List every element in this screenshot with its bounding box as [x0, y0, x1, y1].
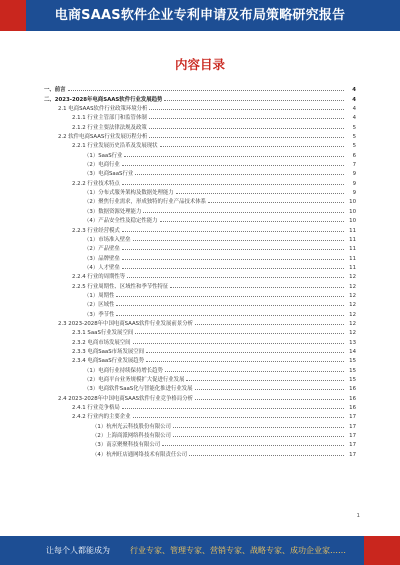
toc-leader-dots	[116, 315, 344, 316]
toc-entry[interactable]	[44, 336, 356, 345]
toc-leader-dots	[122, 408, 344, 409]
toc-entry-text: （1）分布式服务架构及数据处理能力	[84, 190, 174, 197]
toc-entry[interactable]	[44, 271, 356, 280]
toc-entry-text: （4）人才壁垒	[84, 264, 120, 271]
toc-entry-page: 17	[349, 442, 356, 449]
toc-entry-text: 2.2.4 行业的周期性等	[72, 274, 126, 281]
toc-entry-text: （1）电商行业持续保持增长趋势	[84, 367, 163, 374]
toc-entry[interactable]	[44, 420, 356, 429]
toc-leader-dots	[133, 240, 344, 241]
toc-leader-dots	[122, 249, 344, 250]
table-of-contents	[44, 84, 356, 458]
toc-entry-page: 4	[352, 106, 356, 113]
toc-leader-dots	[195, 399, 344, 400]
toc-entry[interactable]	[44, 84, 356, 93]
toc-entry-text: （2）区域性	[84, 302, 115, 309]
toc-leader-dots	[208, 202, 344, 203]
toc-entry-text: 2.3.3 电商SaaS市场发展空间	[72, 348, 145, 355]
toc-entry-page: 16	[349, 405, 356, 412]
toc-entry-text: 一、前言	[44, 87, 66, 94]
toc-leader-dots	[116, 296, 344, 297]
page-number: 1	[356, 513, 360, 519]
toc-leader-dots	[195, 389, 344, 390]
toc-entry-page: 10	[349, 208, 356, 215]
toc-leader-dots	[162, 445, 344, 446]
toc-entry[interactable]	[44, 243, 356, 252]
toc-entry[interactable]	[44, 392, 356, 401]
toc-leader-dots	[146, 361, 344, 362]
toc-leader-dots	[165, 371, 344, 372]
toc-leader-dots	[133, 417, 344, 418]
toc-leader-dots	[122, 165, 344, 166]
toc-entry-page: 17	[349, 433, 356, 440]
toc-entry-text: 2.4.1 行业竞争格局	[72, 405, 120, 412]
toc-entry-text: （3）品牌壁垒	[84, 255, 120, 262]
toc-entry-page: 15	[349, 367, 356, 374]
toc-leader-dots	[122, 259, 344, 260]
toc-entry[interactable]	[44, 402, 356, 411]
toc-entry[interactable]	[44, 327, 356, 336]
toc-entry-page: 9	[352, 171, 356, 178]
toc-entry[interactable]	[44, 196, 356, 205]
toc-entry-text: 2.3 2023-2028年中国电商SAAS软件行业发展前景分析	[58, 320, 193, 327]
toc-entry-page: 15	[349, 377, 356, 383]
toc-entry-text: 2.2 软件电商SAAS行业发展历程分析	[58, 134, 148, 141]
toc-entry-text: 2.2.1 行业发展历史沿革及发展现状	[72, 143, 158, 150]
toc-leader-dots	[149, 118, 344, 119]
toc-entry-page: 4	[352, 96, 356, 103]
toc-entry-page: 12	[349, 311, 356, 318]
toc-entry-page: 12	[349, 302, 356, 309]
toc-entry[interactable]	[44, 168, 356, 177]
toc-leader-dots	[149, 128, 344, 129]
toc-leader-dots	[143, 212, 344, 213]
toc-entry[interactable]	[44, 93, 356, 102]
toc-entry[interactable]	[44, 280, 356, 289]
toc-entry-text: 2.4 2023-2028年中国电商SAAS软件行业竞争格局分析	[58, 395, 193, 402]
toc-leader-dots	[135, 333, 344, 334]
footer-accent	[364, 536, 400, 565]
toc-entry-text: 2.3.1 SaaS行业发展空间	[72, 330, 134, 337]
toc-leader-dots	[116, 305, 344, 306]
toc-entry[interactable]	[44, 140, 356, 149]
toc-entry-page: 6	[352, 152, 356, 159]
toc-leader-dots	[133, 343, 344, 344]
toc-entry-page: 4	[352, 87, 356, 94]
toc-entry[interactable]	[44, 439, 356, 448]
toc-entry-page: 10	[349, 218, 356, 225]
toc-entry-page: 12	[349, 292, 356, 299]
toc-leader-dots	[122, 184, 344, 185]
toc-entry-text: 2.4.2 行业内的主要企业	[72, 414, 131, 421]
toc-entry-text: 二、2023-2028年电商SAAS软件行业发展趋势	[44, 96, 163, 103]
toc-entry-page: 12	[349, 283, 356, 290]
toc-entry-text: 2.1.2 行业主要法律法规及政策	[72, 124, 147, 131]
toc-entry[interactable]	[44, 318, 356, 327]
toc-entry-text: （3）季节性	[84, 311, 115, 318]
report-title: 电商SAAS软件企业专利申请及布局策略研究报告	[54, 8, 346, 23]
toc-leader-dots	[124, 156, 344, 157]
toc-entry-page: 11	[349, 236, 356, 243]
toc-entry-page: 16	[349, 386, 356, 393]
toc-leader-dots	[122, 231, 344, 232]
toc-entry-text: 2.2.5 行业周期性、区域性和季节性特征	[72, 283, 169, 290]
toc-leader-dots	[149, 109, 344, 110]
toc-entry-text: 2.1 电商SAAS软件行业政策环境分析	[58, 106, 148, 113]
toc-entry-page: 11	[349, 246, 356, 253]
toc-leader-dots	[173, 436, 344, 437]
toc-entry-text: （4）杭州旺店通网络技术有限责任公司	[92, 451, 188, 458]
toc-leader-dots	[186, 380, 344, 381]
toc-entry-text: （2）电商行业	[84, 162, 120, 169]
toc-leader-dots	[135, 174, 344, 175]
toc-entry[interactable]	[44, 383, 356, 392]
toc-leader-dots	[195, 324, 344, 325]
toc-entry-page: 4	[352, 115, 356, 122]
footer-tagline: 行业专家、管理专家、营销专家、战略专家、成功企业家……	[130, 546, 346, 555]
toc-entry-page: 16	[349, 395, 356, 402]
toc-entry-text: （1）市场准入壁垒	[84, 236, 131, 243]
toc-entry[interactable]	[44, 430, 356, 439]
toc-leader-dots	[173, 427, 344, 428]
toc-entry-text: （2）聚焦行业需求，形成独特的行业产品技术体系	[84, 199, 207, 206]
toc-leader-dots	[149, 137, 344, 138]
toc-entry-text: （2）电商平台业务规模扩大促进行业发展	[84, 377, 185, 383]
toc-leader-dots	[127, 277, 344, 278]
toc-entry-text: （1）杭州光云科技股份有限公司	[92, 423, 171, 430]
toc-entry[interactable]	[44, 224, 356, 233]
toc-entry-page: 17	[349, 414, 356, 421]
toc-leader-dots	[164, 100, 344, 101]
toc-leader-dots	[68, 90, 344, 91]
toc-entry[interactable]	[44, 205, 356, 214]
toc-leader-dots	[160, 221, 344, 222]
toc-entry[interactable]	[44, 355, 356, 364]
toc-entry[interactable]	[44, 299, 356, 308]
toc-entry[interactable]	[44, 308, 356, 317]
toc-entry-page: 10	[349, 199, 356, 206]
toc-entry[interactable]	[44, 103, 356, 112]
toc-entry-text: （1）SaaS行业	[84, 152, 123, 159]
toc-entry-page: 15	[349, 358, 356, 365]
toc-entry-page: 14	[349, 348, 356, 355]
toc-entry-text: （3）电商SaaS行业	[84, 171, 134, 178]
toc-entry-text: （3）南京聚聚科技有限公司	[92, 442, 161, 449]
toc-entry-page: 5	[352, 143, 356, 150]
toc-entry-text: （3）数据资源处理能力	[84, 208, 142, 215]
toc-entry[interactable]	[44, 364, 356, 373]
toc-entry[interactable]	[44, 177, 356, 186]
toc-title: 内容目录	[174, 57, 225, 72]
toc-leader-dots	[122, 268, 344, 269]
toc-entry-page: 12	[349, 320, 356, 327]
toc-entry[interactable]	[44, 131, 356, 140]
toc-leader-dots	[160, 146, 344, 147]
toc-entry-page: 9	[352, 180, 356, 187]
toc-entry-page: 11	[349, 264, 356, 271]
toc-leader-dots	[146, 352, 344, 353]
footer-slogan: 让每个人都能成为	[46, 546, 110, 555]
toc-entry-text: （2）产品壁垒	[84, 246, 120, 253]
toc-entry-page: 17	[349, 451, 356, 458]
toc-entry-text: （2）上海商派网络科技有限公司	[92, 433, 171, 440]
toc-entry-text: （1）周期性	[84, 292, 115, 299]
toc-entry-page: 7	[352, 162, 356, 169]
toc-entry[interactable]	[44, 187, 356, 196]
toc-entry-page: 11	[349, 255, 356, 262]
toc-leader-dots	[176, 193, 344, 194]
toc-entry[interactable]	[44, 159, 356, 168]
toc-entry[interactable]	[44, 112, 356, 121]
toc-entry[interactable]	[44, 346, 356, 355]
toc-leader-dots	[189, 455, 344, 456]
toc-entry[interactable]	[44, 121, 356, 130]
toc-entry[interactable]	[44, 262, 356, 271]
toc-entry[interactable]	[44, 290, 356, 299]
toc-entry[interactable]	[44, 411, 356, 420]
toc-entry[interactable]	[44, 149, 356, 158]
toc-entry-page: 9	[352, 190, 356, 197]
toc-entry[interactable]	[44, 448, 356, 457]
toc-entry[interactable]	[44, 252, 356, 261]
toc-entry-text: 2.1.1 行业主管部门和监管体制	[72, 115, 147, 122]
toc-entry-page: 13	[349, 339, 356, 346]
toc-entry-text: 2.2.3 行业经营模式	[72, 227, 120, 234]
toc-entry[interactable]	[44, 374, 356, 383]
toc-entry-page: 11	[349, 227, 356, 234]
toc-leader-dots	[170, 287, 344, 288]
toc-entry-page: 12	[349, 330, 356, 337]
toc-entry-text: （4）产品安全性及稳定性能力	[84, 218, 158, 225]
toc-entry-text: 2.3.4 电商SaaS行业发展趋势	[72, 358, 145, 365]
toc-entry-page: 5	[352, 124, 356, 131]
toc-entry-text: （3）电商软件SaaS化与智能化推进行业发展	[84, 386, 193, 393]
toc-entry[interactable]	[44, 215, 356, 224]
toc-entry-page: 5	[352, 134, 356, 141]
toc-entry[interactable]	[44, 234, 356, 243]
toc-entry-text: 2.2.2 行业技术特点	[72, 180, 120, 187]
toc-entry-text: 2.3.2 电商市场发展空间	[72, 339, 131, 346]
toc-entry-page: 17	[349, 423, 356, 430]
toc-entry-page: 12	[349, 274, 356, 281]
